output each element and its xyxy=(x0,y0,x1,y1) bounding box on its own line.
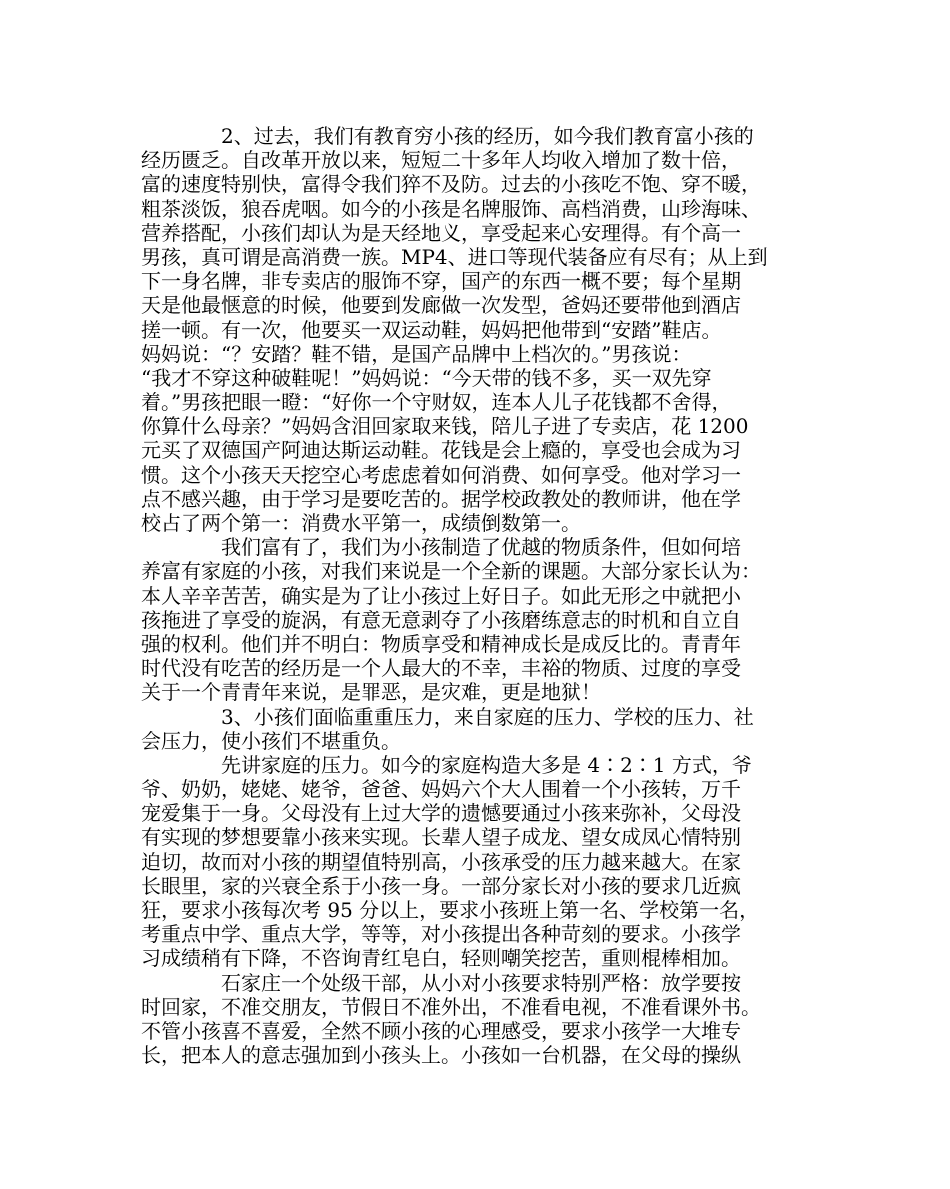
text-line: 我们富有了，我们为小孩制造了优越的物质条件，但如何培 xyxy=(141,535,741,560)
text-line: 粗茶淡饭，狼吞虎咽。如今的小孩是名牌服饰、高档消费，山珍海味、 xyxy=(141,196,761,221)
text-line: 强的权利。他们并不明白：物质享受和精神成长是成反比的。青青年 xyxy=(141,631,741,656)
text-line: 搓一顿。有一次，他要买一双运动鞋，妈妈把他带到“安踏”鞋店。 xyxy=(141,317,722,342)
text-line: 本人辛辛苦苦，确实是为了让小孩过上好日子。如此无形之中就把小 xyxy=(141,583,741,608)
text-line: 3、小孩们面临重重压力，来自家庭的压力、学校的压力、社 xyxy=(141,704,754,729)
text-line: 长眼里，家的兴衰全系于小孩一身。一部分家长对小孩的要求几近疯 xyxy=(141,873,741,898)
text-line: 迫切，故而对小孩的期望值特别高，小孩承受的压力越来越大。在家 xyxy=(141,849,741,874)
text-line: 狂，要求小孩每次考 95 分以上，要求小孩班上第一名、学校第一名， xyxy=(141,898,760,922)
text-line: 关于一个青青年来说，是罪恶，是灾难，更是地狱！ xyxy=(141,680,601,705)
text-line: 惯。这个小孩天天挖空心考虑虑着如何消费、如何享受。他对学习一 xyxy=(141,462,741,487)
text-line: 养富有家庭的小孩，对我们来说是一个全新的课题。大部分家长认为： xyxy=(141,559,761,584)
text-line: 校占了两个第一：消费水平第一，成绩倒数第一。 xyxy=(141,511,581,535)
text-line: 时代没有吃苦的经历是一个人最大的不幸，丰裕的物质、过度的享受 xyxy=(141,656,741,681)
text-line: 考重点中学、重点大学，等等，对小孩提出各种苛刻的要求。小孩学 xyxy=(141,922,741,947)
text-line: 2、过去，我们有教育穷小孩的经历，如今我们教育富小孩的 xyxy=(141,124,754,148)
text-line: 时回家，不准交朋友，节假日不准外出，不准看电视，不准看课外书。 xyxy=(141,994,761,1019)
text-line: 爷、奶奶，姥姥、姥爷，爸爸、妈妈六个大人围着一个小孩转，万千 xyxy=(141,777,741,802)
text-line: 宠爱集于一身。父母没有上过大学的遗憾要通过小孩来弥补，父母没 xyxy=(141,801,741,826)
body-text xyxy=(141,124,811,1067)
text-line: 不管小孩喜不喜爱，全然不顾小孩的心理感受，要求小孩学一大堆专 xyxy=(141,1018,741,1043)
text-line: 长，把本人的意志强加到小孩头上。小孩如一台机器，在父母的操纵 xyxy=(141,1043,741,1068)
text-line: 点不感兴趣，由于学习是要吃苦的。据学校政教处的教师讲，他在学 xyxy=(141,486,741,511)
text-line: 着。”男孩把眼一瞪：“好你一个守财奴，连本人儿子花钱都不舍得， xyxy=(141,390,732,415)
text-line: “我才不穿这种破鞋呢！”妈妈说：“今天带的钱不多，买一双先穿 xyxy=(141,365,712,390)
text-line: 下一身名牌，非专卖店的服饰不穿，国产的东西一概不要；每个星期 xyxy=(141,269,741,294)
text-line: 孩拖进了享受的旋涡，有意无意剥夺了小孩磨练意志的时机和自立自 xyxy=(141,607,741,632)
text-line: 元买了双德国产阿迪达斯运动鞋。花钱是会上瘾的，享受也会成为习 xyxy=(141,438,741,463)
text-line: 石家庄一个处级干部，从小对小孩要求特别严格：放学要按 xyxy=(141,970,741,995)
text-line: 富的速度特别快，富得令我们猝不及防。过去的小孩吃不饱、穿不暖， xyxy=(141,172,761,197)
text-line: 习成绩稍有下降，不咨询青红皂白，轻则嘲笑挖苦，重则棍棒相加。 xyxy=(141,946,741,971)
text-line: 先讲家庭的压力。如今的家庭构造大多是 4∶2∶1 方式，爷 xyxy=(141,752,752,777)
text-line: 妈妈说：“？安踏？鞋不错，是国产品牌中上档次的。”男孩说： xyxy=(141,341,692,366)
text-line: 天是他最惬意的时候，他要到发廊做一次发型，爸妈还要带他到酒店 xyxy=(141,293,741,318)
text-line: 你算什么母亲？”妈妈含泪回家取来钱，陪儿子进了专卖店，花 1200 xyxy=(141,414,749,439)
text-line: 会压力，使小孩们不堪重负。 xyxy=(141,728,401,753)
text-line: 有实现的梦想要靠小孩来实现。长辈人望子成龙、望女成凤心情特别 xyxy=(141,825,741,850)
text-line: 男孩，真可谓是高消费一族。MP4、进口等现代装备应有尽有；从上到 xyxy=(141,244,768,269)
text-line: 经历匮乏。自改革开放以来，短短二十多年人均收入增加了数十倍， xyxy=(141,148,741,173)
text-line: 营养搭配，小孩们却认为是天经地义，享受起来心安理得。有个高一 xyxy=(141,220,741,245)
